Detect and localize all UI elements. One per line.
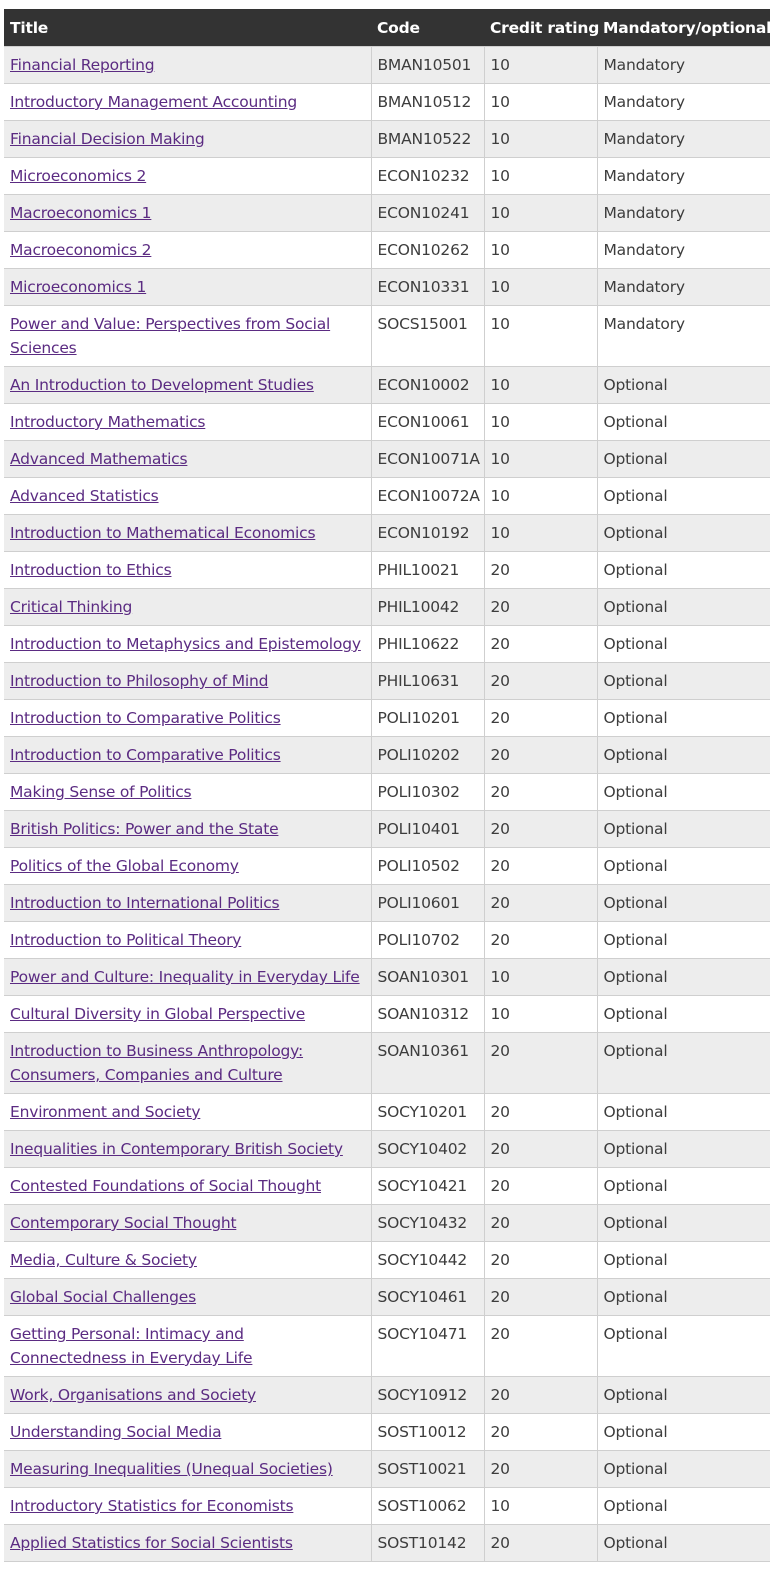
course-title-link[interactable]: Introduction to Mathematical Economics (10, 524, 316, 542)
table-row (4, 1451, 770, 1488)
mandatory-optional-cell: Optional (597, 441, 770, 478)
mandatory-optional-cell: Optional (597, 1242, 770, 1279)
credit-rating-cell: 20 (484, 1377, 597, 1414)
code-cell: POLI10202 (371, 737, 484, 774)
mandatory-optional-cell: Optional (597, 1525, 770, 1562)
credit-rating-cell: 20 (484, 1131, 597, 1168)
code-cell: ECON10262 (371, 232, 484, 269)
table-row (4, 1131, 770, 1168)
table-row (4, 1242, 770, 1279)
mandatory-optional-cell: Optional (597, 663, 770, 700)
mandatory-optional-cell: Optional (597, 478, 770, 515)
table-row (4, 478, 770, 515)
course-title-link[interactable]: Microeconomics 2 (10, 167, 147, 185)
code-cell: SOCS15001 (371, 306, 484, 367)
mandatory-optional-cell: Mandatory (597, 232, 770, 269)
table-row (4, 996, 770, 1033)
code-cell: POLI10702 (371, 922, 484, 959)
code-cell: POLI10201 (371, 700, 484, 737)
table-row (4, 121, 770, 158)
course-title-link[interactable]: Introductory Mathematics (10, 413, 206, 431)
mandatory-optional-cell: Optional (597, 1168, 770, 1205)
table-header (4, 9, 770, 47)
credit-rating-cell: 10 (484, 996, 597, 1033)
title-cell (4, 1205, 371, 1242)
table-row (4, 959, 770, 996)
table-row (4, 1094, 770, 1131)
course-title-link[interactable]: Introduction to Comparative Politics (10, 709, 281, 727)
mandatory-optional-cell: Optional (597, 626, 770, 663)
table-row (4, 1525, 770, 1562)
mandatory-optional-cell: Optional (597, 1279, 770, 1316)
table-row (4, 848, 770, 885)
mandatory-optional-cell: Optional (597, 589, 770, 626)
credit-rating-cell: 10 (484, 478, 597, 515)
course-title-link[interactable]: Understanding Social Media (10, 1423, 222, 1441)
code-cell: SOCY10471 (371, 1316, 484, 1377)
credit-rating-cell: 20 (484, 774, 597, 811)
mandatory-optional-cell: Optional (597, 1131, 770, 1168)
table-row (4, 1168, 770, 1205)
credit-rating-cell: 10 (484, 195, 597, 232)
table-row (4, 700, 770, 737)
credit-rating-cell: 20 (484, 1094, 597, 1131)
course-title-link[interactable]: Work, Organisations and Society (10, 1386, 256, 1404)
title-cell (4, 774, 371, 811)
course-title-link[interactable]: Introduction to International Politics (10, 894, 280, 912)
code-cell: SOST10062 (371, 1488, 484, 1525)
course-title-link[interactable]: Microeconomics 1 (10, 278, 147, 296)
code-cell: SOCY10912 (371, 1377, 484, 1414)
title-cell (4, 158, 371, 195)
title-cell (4, 404, 371, 441)
title-cell (4, 922, 371, 959)
mandatory-optional-cell: Mandatory (597, 47, 770, 84)
course-title-link[interactable]: Making Sense of Politics (10, 783, 192, 801)
course-title-link[interactable]: Advanced Mathematics (10, 450, 188, 468)
course-title-link[interactable]: Global Social Challenges (10, 1288, 197, 1306)
code-cell: ECON10002 (371, 367, 484, 404)
course-units-table (4, 9, 770, 1562)
course-title-link[interactable]: Environment and Society (10, 1103, 201, 1121)
mandatory-optional-cell: Mandatory (597, 121, 770, 158)
mandatory-optional-cell: Optional (597, 1488, 770, 1525)
mandatory-optional-cell: Optional (597, 552, 770, 589)
title-cell (4, 700, 371, 737)
table-row (4, 1488, 770, 1525)
title-cell (4, 1131, 371, 1168)
code-cell: ECON10241 (371, 195, 484, 232)
course-title-link[interactable]: Contemporary Social Thought (10, 1214, 237, 1232)
course-title-link[interactable]: An Introduction to Development Studies (10, 376, 314, 394)
credit-rating-cell: 20 (484, 1316, 597, 1377)
code-cell: SOAN10361 (371, 1033, 484, 1094)
table-row (4, 195, 770, 232)
table-row (4, 367, 770, 404)
title-cell (4, 811, 371, 848)
code-cell: SOST10142 (371, 1525, 484, 1562)
course-title-link[interactable]: Critical Thinking (10, 598, 133, 616)
title-cell (4, 441, 371, 478)
table-row (4, 885, 770, 922)
mandatory-optional-cell: Optional (597, 811, 770, 848)
title-cell (4, 515, 371, 552)
credit-rating-cell: 20 (484, 1451, 597, 1488)
table-row (4, 1279, 770, 1316)
title-cell (4, 626, 371, 663)
table-row (4, 1414, 770, 1451)
course-title-link[interactable]: Macroeconomics 2 (10, 241, 152, 259)
code-cell: SOAN10301 (371, 959, 484, 996)
table-row (4, 663, 770, 700)
code-cell: POLI10502 (371, 848, 484, 885)
code-cell: PHIL10042 (371, 589, 484, 626)
title-cell (4, 232, 371, 269)
mandatory-optional-cell: Optional (597, 1205, 770, 1242)
table-row (4, 1377, 770, 1414)
code-cell: SOST10021 (371, 1451, 484, 1488)
course-title-link[interactable]: Contested Foundations of Social Thought (10, 1177, 322, 1195)
code-cell: SOCY10201 (371, 1094, 484, 1131)
code-cell: SOCY10432 (371, 1205, 484, 1242)
course-title-link[interactable]: Financial Reporting (10, 56, 155, 74)
title-cell (4, 306, 371, 367)
mandatory-optional-cell: Optional (597, 1094, 770, 1131)
title-cell (4, 959, 371, 996)
course-title-link[interactable]: Applied Statistics for Social Scientists (10, 1534, 293, 1552)
course-title-link[interactable]: Introduction to Metaphysics and Epistemology (10, 635, 361, 653)
title-cell (4, 737, 371, 774)
mandatory-optional-cell: Optional (597, 1414, 770, 1451)
title-cell (4, 367, 371, 404)
mandatory-optional-cell: Optional (597, 922, 770, 959)
code-cell: ECON10072A (371, 478, 484, 515)
course-units-table-container (4, 9, 770, 1562)
credit-rating-cell: 20 (484, 1205, 597, 1242)
credit-rating-cell: 20 (484, 589, 597, 626)
table-row (4, 774, 770, 811)
table-row (4, 158, 770, 195)
header-credit-rating: Credit rating (484, 9, 597, 47)
title-cell (4, 848, 371, 885)
mandatory-optional-cell: Optional (597, 1316, 770, 1377)
credit-rating-cell: 20 (484, 663, 597, 700)
credit-rating-cell: 10 (484, 404, 597, 441)
mandatory-optional-cell: Optional (597, 1451, 770, 1488)
code-cell: ECON10061 (371, 404, 484, 441)
title-cell (4, 195, 371, 232)
header-row (4, 9, 770, 47)
course-title-link[interactable]: Inequalities in Contemporary British Society (10, 1140, 343, 1158)
course-title-link[interactable]: Introduction to Philosophy of Mind (10, 672, 269, 690)
course-title-link[interactable]: Financial Decision Making (10, 130, 205, 148)
code-cell: ECON10232 (371, 158, 484, 195)
code-cell: ECON10192 (371, 515, 484, 552)
mandatory-optional-cell: Optional (597, 848, 770, 885)
code-cell: ECON10331 (371, 269, 484, 306)
mandatory-optional-cell: Optional (597, 700, 770, 737)
table-row (4, 922, 770, 959)
title-cell (4, 1033, 371, 1094)
title-cell (4, 269, 371, 306)
code-cell: SOCY10421 (371, 1168, 484, 1205)
title-cell (4, 1168, 371, 1205)
course-title-link[interactable]: Introduction to Business Anthropology: Consumers, Companies and Culture (10, 1042, 304, 1084)
table-row (4, 441, 770, 478)
course-title-link[interactable]: Politics of the Global Economy (10, 857, 239, 875)
table-row (4, 811, 770, 848)
credit-rating-cell: 20 (484, 737, 597, 774)
credit-rating-cell: 10 (484, 269, 597, 306)
credit-rating-cell: 20 (484, 1279, 597, 1316)
credit-rating-cell: 10 (484, 306, 597, 367)
mandatory-optional-cell: Optional (597, 404, 770, 441)
mandatory-optional-cell: Optional (597, 774, 770, 811)
credit-rating-cell: 20 (484, 811, 597, 848)
title-cell (4, 1242, 371, 1279)
credit-rating-cell: 20 (484, 922, 597, 959)
code-cell: POLI10401 (371, 811, 484, 848)
course-title-link[interactable]: Power and Culture: Inequality in Everyday Life (10, 968, 360, 986)
title-cell (4, 1525, 371, 1562)
table-row (4, 737, 770, 774)
table-row (4, 515, 770, 552)
title-cell (4, 1414, 371, 1451)
credit-rating-cell: 20 (484, 626, 597, 663)
course-title-link[interactable]: Introductory Statistics for Economists (10, 1497, 294, 1515)
title-cell (4, 47, 371, 84)
course-title-link[interactable]: Measuring Inequalities (Unequal Societies) (10, 1460, 333, 1478)
code-cell: BMAN10512 (371, 84, 484, 121)
mandatory-optional-cell: Optional (597, 367, 770, 404)
credit-rating-cell: 20 (484, 1168, 597, 1205)
title-cell (4, 478, 371, 515)
course-title-link[interactable]: Advanced Statistics (10, 487, 159, 505)
title-cell (4, 552, 371, 589)
code-cell: POLI10302 (371, 774, 484, 811)
table-row (4, 626, 770, 663)
title-cell (4, 121, 371, 158)
table-row (4, 1316, 770, 1377)
table-row (4, 1205, 770, 1242)
mandatory-optional-cell: Optional (597, 1377, 770, 1414)
title-cell (4, 589, 371, 626)
credit-rating-cell: 10 (484, 959, 597, 996)
code-cell: SOST10012 (371, 1414, 484, 1451)
table-row (4, 1033, 770, 1094)
credit-rating-cell: 10 (484, 441, 597, 478)
mandatory-optional-cell: Mandatory (597, 306, 770, 367)
code-cell: PHIL10622 (371, 626, 484, 663)
table-row (4, 47, 770, 84)
credit-rating-cell: 20 (484, 848, 597, 885)
title-cell (4, 1316, 371, 1377)
table-row (4, 306, 770, 367)
table-body (4, 47, 770, 1562)
header-title: Title (4, 9, 371, 47)
table-row (4, 84, 770, 121)
table-row (4, 232, 770, 269)
course-title-link[interactable]: Getting Personal: Intimacy and Connectedness in Everyday Life (10, 1325, 253, 1367)
table-row (4, 269, 770, 306)
mandatory-optional-cell: Mandatory (597, 195, 770, 232)
title-cell (4, 1488, 371, 1525)
credit-rating-cell: 20 (484, 885, 597, 922)
credit-rating-cell: 20 (484, 552, 597, 589)
course-title-link[interactable]: Macroeconomics 1 (10, 204, 152, 222)
course-title-link[interactable]: Power and Value: Perspectives from Social Sciences (10, 315, 331, 357)
credit-rating-cell: 10 (484, 121, 597, 158)
title-cell (4, 1094, 371, 1131)
mandatory-optional-cell: Optional (597, 515, 770, 552)
credit-rating-cell: 20 (484, 700, 597, 737)
code-cell: SOCY10442 (371, 1242, 484, 1279)
title-cell (4, 1451, 371, 1488)
credit-rating-cell: 10 (484, 515, 597, 552)
mandatory-optional-cell: Optional (597, 996, 770, 1033)
mandatory-optional-cell: Optional (597, 959, 770, 996)
code-cell: ECON10071A (371, 441, 484, 478)
mandatory-optional-cell: Optional (597, 737, 770, 774)
title-cell (4, 84, 371, 121)
table-row (4, 589, 770, 626)
table-row (4, 552, 770, 589)
header-code: Code (371, 9, 484, 47)
title-cell (4, 996, 371, 1033)
code-cell: SOCY10461 (371, 1279, 484, 1316)
code-cell: BMAN10522 (371, 121, 484, 158)
mandatory-optional-cell: Optional (597, 885, 770, 922)
mandatory-optional-cell: Optional (597, 1033, 770, 1094)
course-title-link[interactable]: Introduction to Political Theory (10, 931, 242, 949)
credit-rating-cell: 10 (484, 47, 597, 84)
mandatory-optional-cell: Mandatory (597, 84, 770, 121)
code-cell: SOAN10312 (371, 996, 484, 1033)
code-cell: SOCY10402 (371, 1131, 484, 1168)
course-title-link[interactable]: Introduction to Ethics (10, 561, 172, 579)
header-mandatory-optional: Mandatory/optional (597, 9, 770, 47)
credit-rating-cell: 20 (484, 1242, 597, 1279)
credit-rating-cell: 10 (484, 367, 597, 404)
code-cell: PHIL10021 (371, 552, 484, 589)
credit-rating-cell: 10 (484, 158, 597, 195)
course-title-link[interactable]: Introductory Management Accounting (10, 93, 297, 111)
course-title-link[interactable]: British Politics: Power and the State (10, 820, 279, 838)
mandatory-optional-cell: Mandatory (597, 158, 770, 195)
title-cell (4, 885, 371, 922)
credit-rating-cell: 10 (484, 232, 597, 269)
code-cell: BMAN10501 (371, 47, 484, 84)
course-title-link[interactable]: Introduction to Comparative Politics (10, 746, 281, 764)
title-cell (4, 1377, 371, 1414)
credit-rating-cell: 10 (484, 84, 597, 121)
title-cell (4, 663, 371, 700)
credit-rating-cell: 20 (484, 1033, 597, 1094)
credit-rating-cell: 20 (484, 1414, 597, 1451)
code-cell: POLI10601 (371, 885, 484, 922)
table-row (4, 404, 770, 441)
credit-rating-cell: 10 (484, 1488, 597, 1525)
title-cell (4, 1279, 371, 1316)
mandatory-optional-cell: Mandatory (597, 269, 770, 306)
code-cell: PHIL10631 (371, 663, 484, 700)
credit-rating-cell: 20 (484, 1525, 597, 1562)
course-title-link[interactable]: Media, Culture & Society (10, 1251, 197, 1269)
course-title-link[interactable]: Cultural Diversity in Global Perspective (10, 1005, 306, 1023)
